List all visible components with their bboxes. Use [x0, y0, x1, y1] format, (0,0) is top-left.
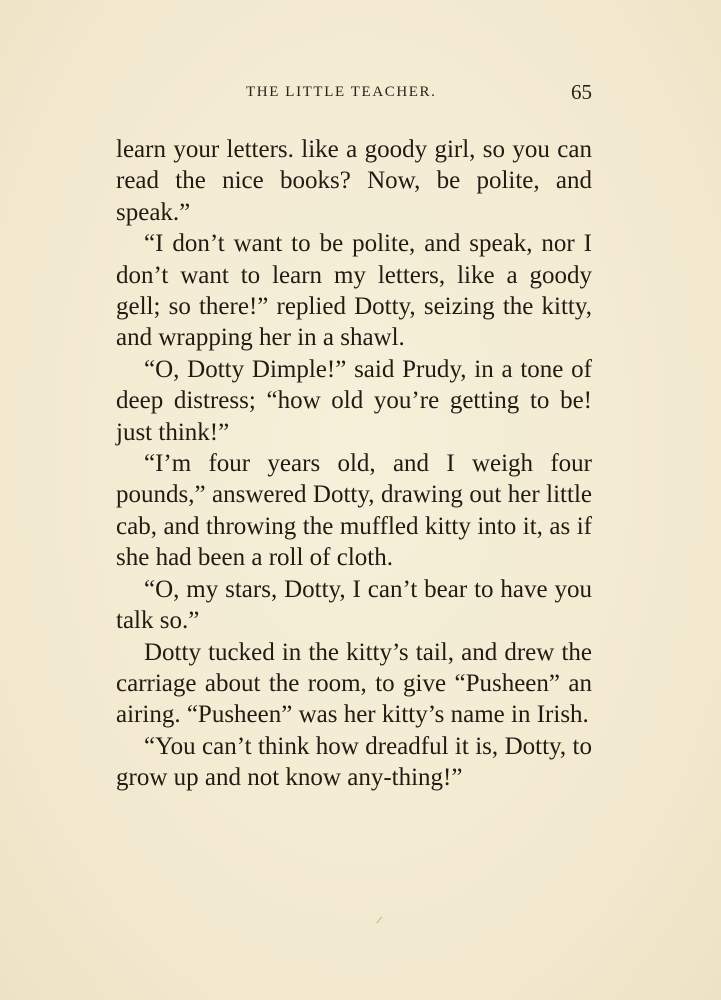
body-text [116, 134, 592, 794]
page-number: 65 [571, 80, 592, 104]
paragraph: Dotty tucked in the kitty’s tail, and drew the carriage about the room, to give “Pusheen” an airing. “Pusheen” was her kitty’s name in Irish. [116, 638, 592, 729]
paragraph: “You can’t think how dreadful it is, Dotty, to grow up and not know any-thing!” [116, 732, 592, 792]
paragraph: “I’m four years old, and I weigh four pounds,” answered Dotty, drawing out her little cab, and throwing the muffled kitty into it, as if she had been a roll of cloth. [116, 450, 592, 572]
paragraph: “O, my stars, Dotty, I can’t bear to have you talk so.” [116, 575, 592, 635]
paper-mark [376, 917, 387, 928]
paragraph: “I don’t want to be polite, and speak, nor I don’t want to learn my letters, like a goody gell; so there!” replied Dotty, seizing the kitty, and wrapping her in a shawl. [116, 230, 592, 352]
running-header [116, 80, 592, 108]
paragraph: learn your letters. like a goody girl, so you can read the nice books? Now, be polite, and speak.” [116, 136, 592, 226]
running-title: THE LITTLE TEACHER. [246, 84, 437, 100]
paragraph: “O, Dotty Dimple!” said Prudy, in a tone of deep distress; “how old you’re getting to be! just think!” [116, 355, 592, 446]
